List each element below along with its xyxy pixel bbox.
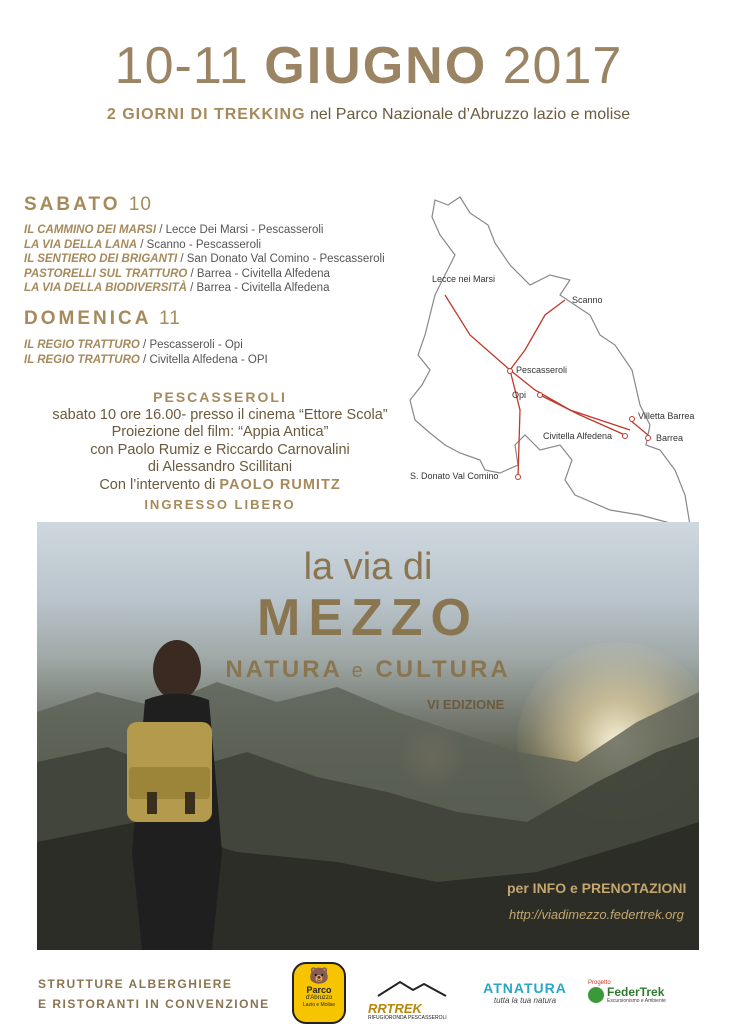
villetta-marker [630,417,635,422]
saturday-heading: SABATO 10 [24,194,152,215]
event-subtitle: 2 GIORNI DI TREKKING nel Parco Nazionale d’Abruzzo lazio e molise [106,106,631,123]
civitella-marker [623,434,628,439]
rrtrek-logo: RRTREK RIFUGIORONDA PESCASSEROLI [368,978,450,1018]
info-label: per INFO e PRENOTAZIONI [507,880,687,896]
edition-label: VI EDIZIONE [427,697,505,712]
mountain-icon [368,978,450,998]
banner-title-small: la via di [303,546,433,588]
website-link[interactable]: http://viadimezzo.federtrek.org [509,907,684,922]
federtrek-logo: Progetto FederTrek Escursionismo e Ambiente [588,980,666,1004]
event-line: con Paolo Rumiz e Riccardo Carnovalini [90,441,350,458]
partner-accommodations-label: STRUTTURE ALBERGHIERE E RISTORANTI IN CONVENZIONE [38,977,270,1011]
event-line: Con l’intervento di PAOLO RUMITZ [99,476,341,493]
sunday-heading: DOMENICA 11 [24,308,181,329]
globe-icon [588,987,604,1003]
route-item: IL REGIO TRATTURO / Pescasseroli - Opi [24,339,243,351]
parco-abruzzo-logo: 🐻 Parco d'Abruzzo Lazio e Molise [292,962,346,1024]
pescasseroli-marker [508,369,513,374]
map-label-sdonato: S. Donato Val Comino [410,471,499,481]
route-item: IL REGIO TRATTURO / Civitella Alfedena - OPI [24,353,268,366]
saturday-routes [24,223,385,296]
atnatura-logo: ATNATURA tutta la tua natura [483,980,567,1005]
route-line [510,370,630,430]
route-line [510,300,565,370]
park-route-map [400,195,700,535]
event-place: PESCASSEROLI [153,389,287,405]
event-line: di Alessandro Scillitani [147,459,293,475]
bear-icon: 🐻 [309,968,329,985]
barrea-marker [646,436,651,441]
route-item: IL CAMMINO DEI MARSI / Lecce Dei Marsi - Pescasseroli [24,224,324,236]
map-label-opi: Opi [512,390,527,400]
opi-marker [538,393,543,398]
route-line [630,420,648,435]
event-line: Proiezione del film: “Appia Antica” [111,424,329,440]
route-item: PASTORELLI SUL TRATTURO / Barrea - Civitella Alfedena [24,267,330,280]
film-event-info [30,389,410,494]
event-line: sabato 10 ore 16.00- presso il cinema “Ettore Scola” [52,406,388,423]
route-item: LA VIA DELLA LANA / Scanno - Pescasseroli [24,238,262,251]
sdonato-marker [516,475,521,480]
route-line [445,295,510,370]
route-line [540,395,625,435]
trekking-routes [445,295,648,477]
banner-tagline: NATURA e CULTURA [225,656,511,683]
map-label-villetta: Villetta Barrea [638,411,695,421]
map-label-scanno: Scanno [572,295,603,305]
map-label-barrea: Barrea [656,433,684,443]
banner-photo [37,522,699,950]
map-label-pescasseroli: Pescasseroli [516,365,568,375]
map-label-lecce: Lecce nei Marsi [432,274,496,284]
route-item: LA VIA DELLA BIODIVERSITÀ / Barrea - Civitella Alfedena [24,282,330,294]
free-entry-label: INGRESSO LIBERO [144,497,296,512]
route-item: IL SENTIERO DEI BRIGANTI / San Donato Val Comino - Pescasseroli [24,253,385,265]
sunday-routes [24,338,268,367]
map-label-civitella: Civitella Alfedena [543,431,613,441]
event-date-heading: 10-11 GIUGNO 2017 [114,37,623,95]
route-line [510,370,520,477]
banner-title-big: MEZZO [257,589,479,647]
